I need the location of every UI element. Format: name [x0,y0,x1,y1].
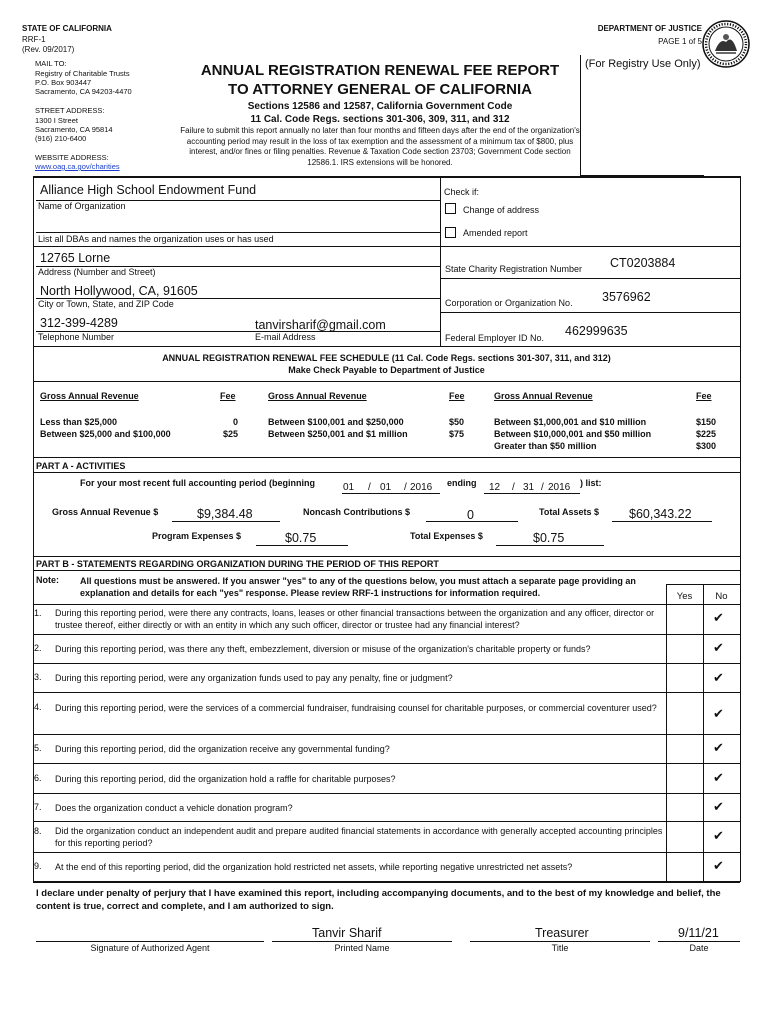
fee-value: $75 [449,429,465,439]
title-label: Title [551,943,569,953]
row-divider [33,663,740,664]
no-header: No [715,591,728,602]
check-icon[interactable]: ✔ [713,641,724,656]
gross-revenue-value[interactable]: $9,384.48 [197,507,253,521]
total-expenses-line [496,545,604,546]
filing-warning: Failure to submit this report annually no later than four months and fifteen days after the end of the organization's accounting period may result in the loss of tax exemption and the assessment of a minimum tax of $800, plus interest, and/or fines or filing penalties. Revenue & Taxation Code section 23703; Government Code section 12586.1. IRS extensions will be honored. [180,126,580,167]
check-icon[interactable]: ✔ [713,771,724,786]
form-id: RRF-1 [22,35,46,44]
fee-schedule-subtitle: Make Check Payable to Department of Justice [288,365,485,375]
question-text: During this reporting period, were any organization funds used to pay any penalty, fine or judgment? [55,673,453,683]
page-number: PAGE 1 of 5 [658,37,702,46]
question-number: 6. [34,773,42,783]
fee-col1-fee-header: Fee [220,391,236,401]
state-label: STATE OF CALIFORNIA [22,24,112,33]
noncash-value[interactable]: 0 [467,508,474,522]
note-text: All questions must be answered. If you answer "yes" to any of the questions below, you must attach a separate page providing an explanation and details for each "yes" response. Please review RRF-1 instructions for information required. [80,576,636,598]
date-slash: / [368,482,371,493]
dba-bottom-line [33,246,440,247]
yes-header: Yes [676,591,693,602]
fee-value: $225 [695,429,716,439]
printed-name-value[interactable]: Tanvir Sharif [312,926,382,940]
fee-row: Between $1,000,001 and $10 million [494,417,647,427]
phone-value[interactable]: 312-399-4289 [40,316,118,330]
begin-month[interactable]: 01 [343,482,355,493]
mail-to-label: MAIL TO: [35,59,67,68]
part-a-bottom-line [33,556,740,557]
check-icon[interactable]: ✔ [713,741,724,756]
begin-day[interactable]: 01 [380,482,392,493]
dba-label: List all DBAs and names the organization uses or has used [38,234,274,244]
program-expenses-line [256,545,348,546]
question-text: Did the organization conduct an independent audit and prepare audited financial statements in accordance with generally accepted accounting principles for this reporting period? [55,826,663,848]
fee-row: Between $10,000,001 and $50 million [494,429,652,439]
question-number: 8. [34,826,42,836]
charity-reg-label: State Charity Registration Number [445,264,583,274]
noncash-label: Noncash Contributions $ [303,507,411,517]
date-value[interactable]: 9/11/21 [678,926,719,940]
registry-use-label: (For Registry Use Only) [585,58,701,70]
fee-value: 0 [232,417,238,427]
email-label: E-mail Address [255,332,316,342]
total-assets-label: Total Assets $ [539,507,600,517]
fee-row: Between $100,001 and $250,000 [268,417,404,427]
date-slash: / [541,482,544,493]
total-assets-line [612,521,712,522]
website-label: WEBSITE ADDRESS: [35,153,109,162]
question-text: At the end of this reporting period, did the organization hold restricted net assets, while reporting negative unrestricted net assets? [55,862,573,872]
fee-col2-revenue-header: Gross Annual Revenue [268,391,367,401]
department-label: DEPARTMENT OF JUSTICE [597,24,702,33]
org-name-label: Name of Organization [38,201,126,211]
note-label: Note: [36,575,59,585]
check-icon[interactable]: ✔ [713,611,724,626]
fee-schedule-top-line [33,381,740,382]
dba-line [36,232,440,233]
end-year[interactable]: 2016 [548,482,571,493]
question-number: 3. [34,672,42,682]
fee-row: Between $25,000 and $100,000 [40,429,171,439]
row-divider [33,793,740,794]
phone-label: Telephone Number [38,332,115,342]
yes-no-header-top [666,584,740,585]
state-seal [702,20,750,68]
fee-col3-fee-header: Fee [696,391,712,401]
total-expenses-value[interactable]: $0.75 [533,531,565,545]
seal-icon [702,20,750,68]
gross-revenue-label: Gross Annual Revenue $ [52,507,159,517]
noncash-line [426,521,518,522]
check-icon[interactable]: ✔ [713,800,724,815]
street-address-label: STREET ADDRESS: [35,106,105,115]
row-divider [33,692,740,693]
part-b-bottom-line [33,881,740,883]
fee-value: $300 [695,441,716,451]
signature-line[interactable] [36,941,264,942]
fee-schedule-title: ANNUAL REGISTRATION RENEWAL FEE SCHEDULE (11 Cal. Code Regs. sections 301-307, 311, and 312) [162,353,611,363]
gross-revenue-line [172,521,280,522]
question-number: 9. [34,861,42,871]
fee-col1-revenue-header: Gross Annual Revenue [40,391,139,401]
fee-row: Between $250,001 and $1 million [268,429,408,439]
question-text: During this reporting period, did the organization hold a raffle for charitable purposes? [55,774,396,784]
yes-column-left-border [666,584,667,882]
fee-value: $50 [449,417,465,427]
charity-reg-value[interactable]: CT0203884 [610,256,676,270]
street-line-2: Sacramento, CA 95814 [35,125,113,134]
row-divider [33,734,740,735]
org-name-value[interactable]: Alliance High School Endowment Fund [40,183,257,197]
begin-year[interactable]: 2016 [410,482,433,493]
change-of-address-checkbox[interactable] [445,203,456,214]
total-assets-value[interactable]: $60,343.22 [629,507,692,521]
row-divider [33,763,740,764]
question-number: 2. [34,643,42,653]
email-value[interactable]: tanvirsharif@gmail.com [255,318,386,332]
corp-number-label: Corporation or Organization No. [445,298,573,308]
date-label: Date [689,943,709,953]
title-line [470,941,650,942]
mail-to-line-2: P.O. Box 903447 [35,78,92,87]
corp-number-line [440,312,740,313]
street-line-3: (916) 210-6400 [35,134,87,143]
row-divider [33,634,740,635]
end-date-line [484,493,580,494]
question-1-top-line [33,604,740,605]
fee-value: $25 [222,429,238,439]
form-title-line-1: ANNUAL REGISTRATION RENEWAL FEE REPORT [200,62,560,79]
signature-label: Signature of Authorized Agent [90,943,210,953]
check-if-bottom-line [440,246,740,247]
fee-value: $150 [695,417,716,427]
check-icon[interactable]: ✔ [713,707,724,722]
begin-date-line [342,493,440,494]
date-slash: / [404,482,407,493]
title-value[interactable]: Treasurer [535,926,589,940]
org-column-divider [440,176,441,346]
ending-label: ending [447,478,477,488]
part-a-title-line [33,472,740,473]
website-link[interactable]: www.oag.ca.gov/charities [35,162,120,171]
program-expenses-value[interactable]: $0.75 [285,531,317,545]
check-icon[interactable]: ✔ [713,859,724,874]
form-title-line-2: TO ATTORNEY GENERAL OF CALIFORNIA [228,81,532,98]
street-label: Address (Number and Street) [38,267,156,277]
org-bottom-line [33,346,740,347]
sections-line-1: Sections 12586 and 12587, California Government Code [247,101,513,112]
form-right-border [740,176,741,882]
row-divider [33,852,740,853]
row-divider [33,821,740,822]
city-value[interactable]: North Hollywood, CA, 91605 [40,284,198,298]
fee-col2-fee-header: Fee [449,391,465,401]
no-column-left-border [703,584,704,882]
city-label: City or Town, State, and ZIP Code [38,299,174,309]
end-month[interactable]: 12 [489,482,501,493]
question-text: During this reporting period, were there any contracts, loans, leases or other financial transactions between the organization and any officer, director or trustee thereof, either directly or with an entity in which any such officer, director or trustee had any financial interest? [55,608,655,630]
question-number: 7. [34,802,42,812]
fein-label: Federal Employer ID No. [445,333,545,343]
printed-name-line [272,941,452,942]
revision: (Rev. 09/2017) [22,45,75,54]
check-icon[interactable]: ✔ [713,829,724,844]
date-line [658,941,740,942]
part-b-title: PART B - STATEMENTS REGARDING ORGANIZATION DURING THE PERIOD OF THIS REPORT [36,559,439,569]
charity-reg-line [440,278,740,279]
fee-col3-revenue-header: Gross Annual Revenue [494,391,593,401]
street-line-1: 1300 I Street [35,116,78,125]
change-of-address-label: Change of address [463,205,540,215]
program-expenses-label: Program Expenses $ [152,531,242,541]
total-expenses-label: Total Expenses $ [410,531,483,541]
registry-use-box [580,55,704,176]
question-text: Does the organization conduct a vehicle donation program? [55,803,293,813]
printed-name-label: Printed Name [334,943,390,953]
end-day[interactable]: 31 [523,482,535,493]
corp-number-value[interactable]: 3576962 [602,290,651,304]
question-number: 5. [34,743,42,753]
mail-to-line-3: Sacramento, CA 94203-4470 [35,87,132,96]
fee-row: Less than $25,000 [40,417,118,427]
fee-row: Greater than $50 million [494,441,597,451]
date-slash: / [512,482,515,493]
period-prefix: For your most recent full accounting period (beginning [80,478,316,488]
part-b-title-line [33,570,740,571]
fee-schedule-bottom-line [33,457,740,458]
list-label: ) list: [580,478,602,488]
part-a-title: PART A - ACTIVITIES [36,461,126,471]
mail-to-line-1: Registry of Charitable Trusts [35,69,130,78]
street-value[interactable]: 12765 Lorne [40,251,111,265]
question-text: During this reporting period, was there any theft, embezzlement, diversion or misuse of the organization's charitable property or funds? [55,644,591,654]
declaration-text: I declare under penalty of perjury that I have examined this report, including accompanying documents, and to the best of my knowledge and belief, the content is true, correct and complete, and I am authorized to sign. [36,888,721,912]
amended-report-checkbox[interactable] [445,227,456,238]
sections-line-2: 11 Cal. Code Regs. sections 301-306, 309, 311, and 312 [250,114,510,125]
question-text: During this reporting period, did the organization receive any governmental funding? [55,744,390,754]
fein-value[interactable]: 462999635 [565,324,628,338]
check-icon[interactable]: ✔ [713,671,724,686]
amended-report-label: Amended report [463,228,528,238]
question-number: 4. [34,702,42,712]
org-top-border [33,176,740,178]
question-number: 1. [34,608,42,618]
question-text: During this reporting period, were the services of a commercial fundraiser, fundraising counsel for charitable purposes, or commercial coventurer used? [55,703,657,713]
check-if-label: Check if: [444,187,480,197]
